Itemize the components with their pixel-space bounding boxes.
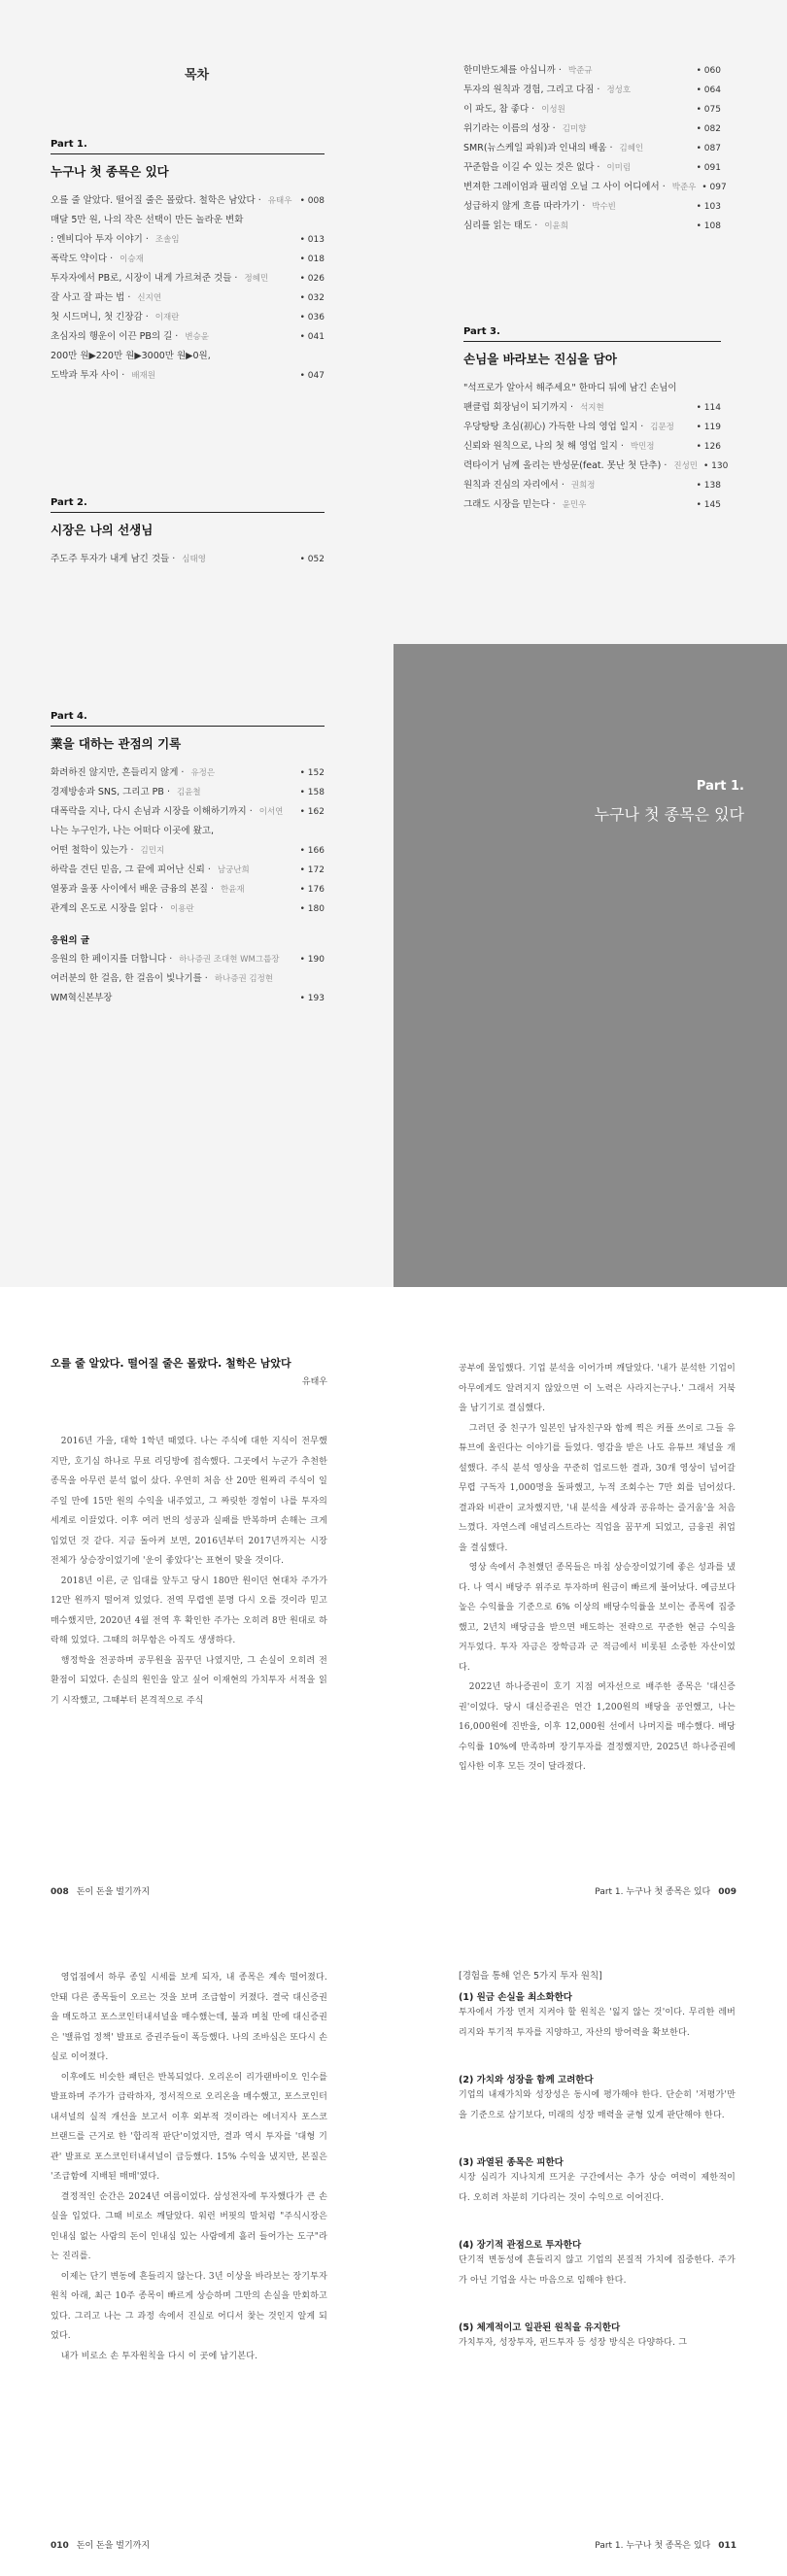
part-divider-banner: [394, 644, 787, 1287]
toc-entry-page: • 091: [696, 163, 721, 173]
toc-entry[interactable]: [463, 197, 721, 217]
toc-entry[interactable]: [463, 178, 727, 197]
essay-author: 유태우: [301, 1377, 327, 1387]
toc-entry-text: 어떤 철학이 있는가 · 김민지: [51, 845, 165, 856]
toc-entry[interactable]: [51, 288, 325, 308]
toc-entry[interactable]: [51, 211, 325, 230]
principle-block: [459, 1989, 736, 2043]
toc-entry-author: 윤민우: [562, 500, 587, 510]
toc-entry-text: [51, 347, 319, 366]
toc-entry-author: 권희정: [570, 481, 596, 491]
page-number: 008: [51, 1887, 69, 1897]
toc-entry-title: 위기라는 이름의 성장: [463, 123, 550, 134]
toc-entry-page: • 018: [299, 254, 325, 264]
toc-entry-author: 이미림: [606, 163, 632, 173]
paragraph: 영상 속에서 추천했던 종목들은 마침 상승장이었기에 좋은 성과를 냈다. 나 역시 배당주 위주로 투자하며 원금이 빠르게 불어났다. 예금보다 높은 수익률을 기준으로 6% 이상의 배당수익률을 보이는 종목에 집중했고, 2년치 배당금을 받으면 배도하는 전략으로 꾸준한 현금 수익을 거두었다. 투자 자금은 장학금과 군 적금에서 비롯된 소중한 자산이었다.: [459, 1563, 736, 1673]
toc-entry-page: • 013: [299, 235, 325, 245]
page-011-footer: [595, 2538, 736, 2551]
running-title: Part 1. 누구나 첫 종목은 있다: [595, 1887, 711, 1897]
toc-entry-page: • 126: [696, 442, 721, 452]
toc-entry[interactable]: [51, 841, 325, 861]
toc-entry-title: 오를 줄 알았다. 떨어질 줄은 몰랐다. 철학은 남았다: [51, 195, 256, 206]
toc-entry[interactable]: [51, 783, 325, 802]
page-number: 009: [718, 1887, 736, 1897]
paragraph: 이후에도 비슷한 패턴은 반복되었다. 오리온이 리가랜바이오 인수를 발표하며 주가가 급락하자, 정서적으로 오리온을 매수했고, 포스코인터내셔널의 실적 개선을 보고서 이후 외부적 것이라는 에너지사 포스코 브랜드를 근거로 한 '합리적 판단'이었지만, 결과 역시 투자를 '대형 기관' 발표로 포스코인터내셔널이 급등했다. 15% 수익을 냈지만, 본질은 '조급함에 지배된 매매'였다.: [51, 2072, 327, 2182]
toc-entry-author: 배재원: [131, 371, 155, 381]
toc-entry-author: 박민정: [630, 442, 655, 452]
page-number: 010: [51, 2541, 69, 2551]
toc-entry[interactable]: [463, 437, 721, 457]
toc-entry-text: 하락을 견딘 믿음, 그 끝에 피어난 신뢰 · 남궁난희: [51, 864, 250, 875]
toc-entry-author: 남궁난희: [217, 865, 250, 875]
paragraph: 영업점에서 하루 종일 시세를 보게 되자, 내 종목은 계속 떨어졌다. 안돼 다른 종목들이 오르는 것을 보며 조급함이 커졌다. 결국 대신증권을 매도하고 포스코인터내셔널을 매수했는데, 불과 며칠 만에 대신증권은 '밸류업 정책' 발표로 증권주들이 폭등했다. 나의 조바심은 또다시 손실로 이어졌다.: [51, 1973, 327, 2062]
toc-part-label: Part 2.: [51, 497, 325, 513]
toc-entry-text: 응원의 한 페이지를 더합니다 · 하나증권 조대현 WM그룹장: [51, 954, 280, 965]
toc-part-label: Part 3.: [463, 326, 721, 342]
toc-entry-author: 이서연: [258, 807, 284, 817]
toc-entry-text: 력타이거 님께 올리는 반성문(feat. 못난 첫 단추) · 진성민: [463, 460, 698, 471]
principle-title: (5) 체계적이고 일관된 원칙을 유지한다: [459, 2322, 621, 2333]
toc-entry-page: • 052: [299, 555, 325, 564]
toc-entry-title: WM혁신본부장: [51, 993, 113, 1003]
toc-entry-title: SMR(뉴스케일 파워)과 인내의 배움: [463, 143, 607, 153]
toc-entry-text: 위기라는 이름의 성장 · 김미향: [463, 123, 587, 134]
toc-part-label: Part 1.: [51, 139, 325, 154]
principle-title: (1) 원금 손실을 최소화한다: [459, 1992, 572, 2003]
toc-entry-text: 폭락도 약이다 · 이승재: [51, 254, 144, 264]
toc-entry-title: 력타이거 님께 올리는 반성문(feat. 못난 첫 단추): [463, 460, 662, 471]
principle-title: (2) 가치와 성장을 함께 고려한다: [459, 2075, 594, 2085]
toc-entry-title: 이 파도, 참 좋다: [463, 104, 530, 115]
toc-entry-title: 심리를 읽는 태도: [463, 220, 532, 231]
toc-entry-text: 열풍과 울풍 사이에서 배운 금융의 본질 · 한윤재: [51, 884, 245, 895]
toc-entry-title: 매달 5만 원, 나의 작은 선택이 만든 놀라운 변화: [51, 215, 244, 225]
toc-entry-title: 관계의 온도로 시장을 읽다: [51, 903, 158, 914]
toc-entry-title: 한미반도체를 아십니까: [463, 65, 556, 76]
toc-entry[interactable]: [51, 822, 325, 841]
toc-entry-text: [51, 989, 294, 1008]
toc-entry[interactable]: [51, 969, 325, 989]
toc-entry-page: • 162: [299, 807, 325, 817]
toc-entry-text: 우당탕탕 초심(初心) 가득한 나의 영업 일지 · 김문정: [463, 422, 674, 432]
toc-entry-title: 변져한 그레이엄과 필리엄 오닐 그 사이 어디에서: [463, 182, 660, 192]
toc-entry-text: 신뢰와 원칙으로, 나의 첫 해 영업 일지 · 박민정: [463, 441, 655, 452]
toc-entry-title: 투자의 원칙과 경험, 그리고 다짐: [463, 85, 595, 95]
page-011: [459, 1968, 736, 2383]
toc-entry-title: 열풍과 울풍 사이에서 배운 금융의 본질: [51, 884, 208, 895]
page-number: 011: [718, 2541, 736, 2551]
toc-entry-title: : 엔비디아 투자 이야기: [51, 234, 143, 245]
toc-entry-text: : 엔비디아 투자 이야기 · 조솔임: [51, 234, 180, 245]
paragraph: 2016년 가을, 대학 1학년 때였다. 나는 주식에 대한 지식이 전무했지만, 호기심 하나로 무료 리딩방에 접속했다. 그곳에서 누군가 추천한 종목을 아무런 분석 없이 샀다. 우연히 처음 산 20만 원짜리 주식이 일주일 만에 15만 원의 수익을 내주었고, 그 짜릿한 경험이 나를 투자의 세계로 이끌었다. 이후 여러 번의 성공과 실패를 반복하며 손해는 크게 입었던 것 같다. 지금 돌아켜 보면, 2016년부터 2017년까지는 시장 전체가 상승장이었기에 '운이 좋았다'는 표현이 맞을 것이다.: [51, 1437, 327, 1566]
toc-entry-page: • 060: [696, 66, 721, 76]
toc-entry[interactable]: [51, 269, 325, 288]
toc-entry-text: [51, 211, 319, 230]
toc-entry-author: 김문정: [650, 423, 674, 432]
toc-entry-text: 변져한 그레이엄과 필리엄 오닐 그 사이 어디에서 · 박준우: [463, 182, 697, 192]
toc-entry[interactable]: [51, 899, 325, 919]
toc-entry[interactable]: [51, 230, 325, 250]
toc-entry-page: • 036: [299, 313, 325, 322]
toc-entry[interactable]: [51, 802, 325, 822]
toc-entry-author: 이용란: [170, 904, 194, 914]
toc-entry-page: • 041: [299, 332, 325, 342]
toc-entry-title: 200만 원▶220만 원▶3000만 원▶0원,: [51, 351, 211, 361]
toc-entry[interactable]: [51, 308, 325, 327]
toc-entry[interactable]: [463, 457, 729, 476]
toc-entry-author: 진성민: [673, 461, 698, 471]
paragraph: 2022년 하나증권이 호기 지점 여자선으로 배주한 종목은 '대신증권'이었다. 당시 대신증권은 연간 1,200원의 배당을 공언했고, 나는 16,000원에 진반을, 이후 12,000원 선에서 나머지를 매수했다. 배당수익률 10%에 만족하며 장기투자를 결정했지만, 2025년 하나증권에 입사한 이후 모든 것이 달라졌다.: [459, 1682, 736, 1772]
toc-entry-author: 김혜인: [619, 144, 644, 153]
toc-entry-title: 도박과 투자 사이: [51, 370, 120, 381]
toc-entry-page: • 152: [299, 768, 325, 778]
essay-title: 오를 줄 알았다. 떨어질 줄은 몰랐다. 철학은 남았다: [51, 1357, 291, 1370]
toc-entry-text: 꾸준함을 이길 수 있는 것은 없다 · 이미림: [463, 162, 632, 173]
toc-entry[interactable]: [463, 418, 721, 437]
toc-entry-author: 이재란: [154, 313, 180, 322]
page-009: [459, 1359, 736, 1778]
principle-title: (4) 장기적 관점으로 투자한다: [459, 2240, 582, 2251]
paragraph: 그러던 중 친구가 일본인 남자친구와 함께 찍은 커플 쓰이로 그들 유튜브에 올린다는 이야기를 들었다. 영감을 받은 나도 유튜브 채널을 개설했다. 주식 분석 영상을 꾸준히 업로드한 결과, 30개 영상이 넘어갈 무렵 구독자 1,000명을 돌파했고, 누적 조회수는 7만 회를 넘어섰다. 결과와 비관이 교차했지만, '내 분석을 세상과 공유하는 즐거움'을 처음 느꼈다. 자연스레 애널리스트라는 직업을 꿈꾸게 되었고, 금융권 취업을 결심했다.: [459, 1423, 736, 1553]
toc-entry-title: 여러분의 한 걸음, 한 걸음이 빛나기를: [51, 973, 202, 984]
toc-entry-text: 투자자에서 PB로, 시장이 내게 가르쳐준 것들 · 정혜민: [51, 273, 269, 284]
toc-entry-text: 주도주 투자가 내게 남긴 것들 · 심태영: [51, 554, 206, 564]
toc-entry-text: 한미반도체를 아십니까 · 박준규: [463, 65, 593, 76]
toc-entry[interactable]: [51, 880, 325, 899]
toc-entry[interactable]: [51, 250, 325, 269]
toc-entry-author: 변승윤: [185, 332, 209, 342]
toc-entry-title: 잘 사고 잘 파는 법: [51, 292, 125, 303]
toc-entry-text: 그래도 시장을 믿는다 · 윤민우: [463, 499, 587, 510]
toc-part-title: 손님을 바라보는 진심을 담아: [463, 352, 617, 366]
toc-entry-text: 투자의 원칙과 경험, 그리고 다짐 · 정성호: [463, 85, 632, 95]
toc-entry-page: • 087: [696, 144, 721, 153]
toc-part-2-continued: [463, 61, 727, 236]
toc-entry-page: • 158: [299, 788, 325, 797]
toc-entry-text: [51, 822, 319, 841]
toc-entry-title: 성급하지 않게 흐름 따라가기: [463, 201, 580, 212]
toc-entry-text: 여러분의 한 걸음, 한 걸음이 빛나기를 · 하나증권 김정현: [51, 973, 274, 984]
pages-010-011-spread: [0, 1931, 787, 2576]
page-009-body: [459, 1359, 736, 1778]
toc-entry[interactable]: [463, 119, 721, 139]
toc-entry-text: 화려하진 않지만, 흔들리지 않게 · 유정은: [51, 767, 216, 778]
toc-spread: [0, 0, 787, 1287]
principle-text: 시장 심리가 지나치게 뜨거운 구간에서는 추가 상승 여력이 제한적이다. 오히려 차분히 기다리는 것이 수익으로 이어진다.: [459, 2173, 736, 2203]
toc-entry-author: 한윤재: [221, 885, 245, 895]
toc-part-label: Part 4.: [51, 711, 325, 727]
page-010-body: [51, 1968, 327, 2366]
toc-entry-title: 어떤 철학이 있는가: [51, 845, 128, 856]
toc-entry-author: 김윤철: [176, 788, 201, 797]
toc-entry[interactable]: [51, 366, 325, 386]
toc-entry-author: 정성호: [606, 85, 632, 95]
toc-entry-text: 대폭락을 지나, 다시 손님과 시장을 이해하기까지 · 이서연: [51, 806, 284, 817]
toc-part-3: [463, 326, 729, 515]
toc-entry-author: 하나증권 조대현 WM그룹장: [179, 955, 280, 965]
toc-entry-author: 정혜민: [244, 274, 269, 284]
toc-entry[interactable]: [463, 61, 721, 81]
toc-entry-title: 경제방송과 SNS, 그리고 PB: [51, 787, 164, 797]
paragraph: 공부에 몰입했다. 기업 분석을 이어가며 깨달았다. '내가 분석한 기업이 아무에게도 알려지지 않았으면 이 노력은 사라지는구나.' 그래서 거북을 남기기로 결심했다.: [459, 1364, 736, 1413]
toc-entry-text: 팬클럽 회장님이 되기까지 · 석지현: [463, 402, 604, 413]
toc-entry-author: 김미향: [562, 124, 587, 134]
toc-entry-page: • 064: [696, 85, 721, 95]
principles-list: [459, 1989, 736, 2354]
toc-entry-text: SMR(뉴스케일 파워)과 인내의 배움 · 김혜인: [463, 143, 644, 153]
toc-entry-page: • 097: [701, 183, 727, 192]
toc-entry-title: 그래도 시장을 믿는다: [463, 499, 550, 510]
toc-entry-text: 초심자의 행운이 이끈 PB의 길 · 변승윤: [51, 331, 209, 342]
toc-entry-author: 박준규: [567, 66, 593, 76]
toc-entry[interactable]: [463, 495, 721, 515]
paragraph: 행정학을 전공하며 공무원을 꿈꾸던 나였지만, 그 손실이 오히려 전환점이 되었다. 손실의 원인을 알고 싶어 이재현의 가치투자 서적을 읽기 시작했고, 그때부터 본격적으로 주식: [51, 1655, 327, 1706]
paragraph: 2018년 이른, 군 입대를 앞두고 당시 180만 원이던 현대차 주가가 12만 원까지 떨어져 있었다. 전역 무렵엔 분명 다시 오를 것이라 믿고 매수했지만, 2020년 4월 전역 후 확인한 주가는 오히려 8만 원대로 하락해 있었다. 그때의 허무함은 아직도 생생하다.: [51, 1576, 327, 1645]
toc-entry-title: 폭락도 약이다: [51, 254, 108, 264]
toc-entry-text: 오를 줄 알았다. 떨어질 줄은 몰랐다. 철학은 남았다 · 유태우: [51, 195, 292, 206]
toc-entry-page: • 180: [299, 904, 325, 914]
toc-entry-page: • 114: [696, 403, 721, 413]
toc-entry-page: • 166: [299, 846, 325, 856]
toc-entry-text: 경제방송과 SNS, 그리고 PB · 김윤철: [51, 787, 201, 797]
toc-entry-text: 원칙과 진심의 자리에서 · 권희정: [463, 480, 596, 491]
toc-part-2: [51, 497, 325, 569]
toc-part-4: [51, 711, 325, 1008]
page-010: [51, 1968, 327, 2366]
toc-entry-author: 김민지: [140, 846, 165, 856]
toc-entry-title: 팬클럽 회장님이 되기까지: [463, 402, 567, 413]
toc-entry-author: 석지현: [580, 403, 604, 413]
toc-entry-title: 신뢰와 원칙으로, 나의 첫 해 영업 일지: [463, 441, 618, 452]
toc-entry-title: 투자자에서 PB로, 시장이 내게 가르쳐준 것들: [51, 273, 232, 284]
running-title: Part 1. 누구나 첫 종목은 있다: [595, 2541, 711, 2551]
toc-entry[interactable]: [51, 550, 325, 569]
toc-entry-author: 박수빈: [592, 202, 616, 212]
toc-entry-page: • 172: [299, 865, 325, 875]
toc-entry-page: • 008: [299, 196, 325, 206]
principle-block: [459, 2320, 736, 2354]
toc-entry-page: • 190: [299, 955, 325, 965]
toc-entry-title: 꾸준함을 이길 수 있는 것은 없다: [463, 162, 595, 173]
toc-entry-page: • 047: [299, 371, 325, 381]
toc-entry-page: • 138: [696, 481, 721, 491]
page-008-footer: [51, 1884, 150, 1897]
toc-entry-text: [463, 379, 715, 398]
principle-block: [459, 2072, 736, 2125]
principle-text: 기업의 내재가치와 성장성은 동시에 평가해야 한다. 단순히 '저평가'만을 기준으로 삼기보다, 미래의 성장 매력을 균형 있게 판단해야 한다.: [459, 2090, 736, 2120]
toc-entry-page: • 103: [696, 202, 721, 212]
toc-entry-page: • 108: [696, 221, 721, 231]
toc-entry[interactable]: [463, 139, 721, 158]
principle-block: [459, 2154, 736, 2208]
banner-part-title: 누구나 첫 종목은 있다: [594, 805, 744, 824]
toc-entry-title: 원칙과 진심의 자리에서: [463, 480, 559, 491]
toc-part-title: 시장은 나의 선생님: [51, 523, 154, 537]
toc-left-page: [0, 0, 394, 1287]
running-title: 돈이 돈을 벌기까지: [76, 2541, 151, 2551]
toc-entry[interactable]: [463, 158, 721, 178]
toc-entry-text: 도박과 투자 사이 · 배재원: [51, 370, 155, 381]
banner-part-label: Part 1.: [696, 779, 744, 794]
toc-entry-title: "석프로가 알아서 해주세요" 한마디 뒤에 남긴 손님이: [463, 383, 677, 393]
toc-entry-page: • 082: [696, 124, 721, 134]
principle-block: [459, 2237, 736, 2290]
toc-entry[interactable]: [463, 81, 721, 100]
page-008: [51, 1355, 327, 1711]
toc-entry-text: 이 파도, 참 좋다 · 이성원: [463, 104, 565, 115]
toc-entry-title: 나는 누구인가, 나는 어떠다 이곳에 왔고,: [51, 826, 214, 836]
toc-entry[interactable]: [51, 191, 325, 211]
page-009-footer: [595, 1884, 736, 1897]
toc-entry-author: 박준우: [671, 183, 697, 192]
toc-entry[interactable]: [51, 347, 325, 366]
toc-entry-title: 주도주 투자가 내게 남긴 것들: [51, 554, 170, 564]
toc-entry-title: 초심자의 행운이 이끈 PB의 길: [51, 331, 173, 342]
principle-title: (3) 과열된 종목은 피한다: [459, 2157, 564, 2168]
toc-entry-page: • 119: [696, 423, 721, 432]
toc-entry-page: • 193: [299, 994, 325, 1003]
toc-entry-author: 심태영: [182, 555, 206, 564]
toc-entry-author: 유정은: [190, 768, 216, 778]
toc-entry-page: • 130: [703, 461, 729, 471]
toc-entry-author: 이성원: [541, 105, 565, 115]
page-010-footer: [51, 2538, 150, 2551]
toc-entry[interactable]: [51, 327, 325, 347]
toc-entry[interactable]: [51, 861, 325, 880]
toc-entry-author: 유태우: [267, 196, 292, 206]
toc-entry-title: 하락을 견딘 믿음, 그 끝에 피어난 신뢰: [51, 864, 205, 875]
toc-entry-page: • 032: [299, 293, 325, 303]
principle-text: 가치투자, 성장투자, 펀드투자 등 성장 방식은 다양하다. 그: [459, 2338, 688, 2348]
toc-entry-page: • 026: [299, 274, 325, 284]
toc-entry-title: 화려하진 않지만, 흔들리지 않게: [51, 767, 179, 778]
toc-entry-page: • 075: [696, 105, 721, 115]
toc-entry[interactable]: [463, 476, 721, 495]
toc-entry-page: • 145: [696, 500, 721, 510]
toc-part-title: 業을 대하는 관점의 기록: [51, 736, 182, 751]
toc-entry[interactable]: [463, 398, 721, 418]
toc-entry-text: 잘 사고 잘 파는 법 · 신지연: [51, 292, 162, 303]
toc-entry[interactable]: [463, 379, 721, 398]
toc-entry-title: 응원의 한 페이지를 더합니다: [51, 954, 167, 965]
running-title: 돈이 돈을 벌기까지: [76, 1887, 151, 1897]
toc-entry-text: 첫 시드머니, 첫 긴장감 · 이재란: [51, 312, 180, 322]
toc-entry-title: 대폭락을 지나, 다시 손님과 시장을 이해하기까지: [51, 806, 247, 817]
principle-text: 단기적 변동성에 흔들리지 않고 기업의 본질적 가치에 집중한다. 주가가 아닌 기업을 사는 마음으로 임해야 한다.: [459, 2255, 736, 2286]
toc-entry-text: 관계의 온도로 시장을 읽다 · 이용란: [51, 903, 194, 914]
toc-part-title: 누구나 첫 종목은 있다: [51, 164, 169, 179]
toc-entry-author: 이승재: [120, 254, 144, 264]
toc-entry-text: 성급하지 않게 흐름 따라가기 · 박수빈: [463, 201, 616, 212]
toc-entry[interactable]: [463, 217, 721, 236]
toc-entry[interactable]: [51, 950, 325, 969]
toc-entry-author: 하나증권 김정현: [214, 974, 274, 984]
toc-heading: 목차: [184, 68, 210, 83]
pages-008-009-spread: [0, 1287, 787, 1931]
principles-header: [경험을 통해 얻은 5가지 투자 원칙]: [459, 1971, 602, 1982]
paragraph: 내가 비로소 손 투자원칙을 다시 이 곳에 남기본다.: [60, 2351, 258, 2361]
toc-entry-author: 신지연: [137, 293, 162, 303]
toc-entry-text: 심리를 읽는 태도 · 이윤희: [463, 220, 568, 231]
toc-entry[interactable]: [51, 763, 325, 783]
paragraph: 결정적인 순간은 2024년 여름이었다. 삼성전자에 투자했다가 큰 손실을 입었다. 그때 비로소 깨달았다. 워런 버핏의 말처럼 "주식시장은 인내심 없는 사람의 돈이 인내심 있는 사람에게 흘러 들어가는 도구"라는 진리를.: [51, 2191, 327, 2261]
toc-entry[interactable]: [463, 100, 721, 119]
toc-part-1: [51, 139, 325, 386]
toc-subsection-title: 응원의 글: [51, 935, 90, 946]
paragraph: 이제는 단기 변동에 흔들리지 않는다. 3년 이상을 바라보는 장기투자 원칙 아래, 최근 10주 종목이 빠르게 상승하며 그만의 손실을 만회하고 있다. 그리고 나는 그 과정 속에서 진실로 어디서 찾는 것인지 알게 되었다.: [51, 2271, 327, 2341]
toc-entry-title: 첫 시드머니, 첫 긴장감: [51, 312, 143, 322]
toc-entry[interactable]: [51, 989, 325, 1008]
toc-entry-page: • 176: [299, 885, 325, 895]
toc-entry-author: 이윤희: [544, 221, 568, 231]
toc-entry-author: 조솔임: [154, 235, 180, 245]
principle-text: 투자에서 가장 먼저 지켜야 할 원칙은 '잃지 않는 것'이다. 무리한 레버리지와 투기적 투자를 지양하고, 자산의 방어력을 확보한다.: [459, 2008, 736, 2038]
toc-entry-title: 우당탕탕 초심(初心) 가득한 나의 영업 일지: [463, 422, 638, 432]
page-008-body: [51, 1432, 327, 1711]
